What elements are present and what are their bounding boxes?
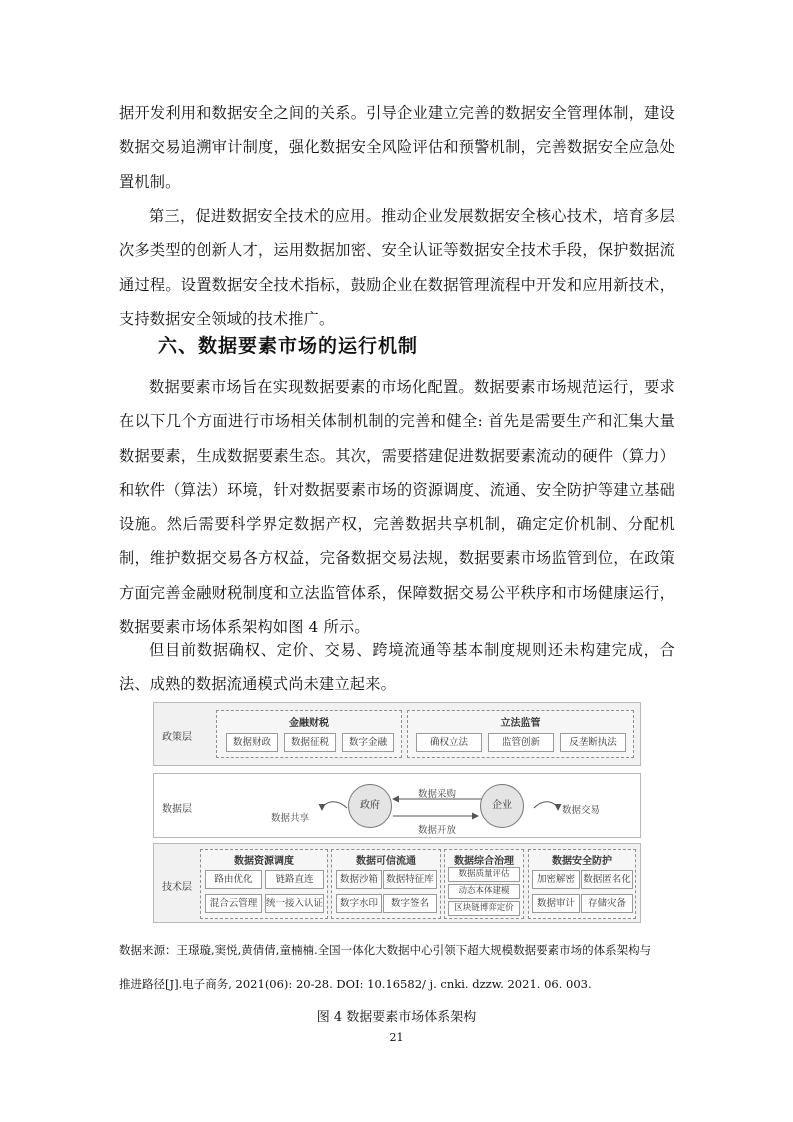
comprehensive-governance-group — [444, 849, 524, 919]
finance-item-3: 数字金融 — [342, 733, 394, 752]
comprehensive-governance-title: 数据综合治理 — [454, 856, 514, 867]
scheduling-item-3: 混合云管理 — [205, 894, 262, 913]
market-architecture-diagram — [153, 702, 641, 922]
security-item-1: 加密解密 — [532, 870, 580, 889]
governance-item-3: 区块链博弈定价 — [448, 901, 520, 916]
security-item-4: 存储灾备 — [581, 894, 633, 913]
trusted-circulation-title: 数据可信流通 — [356, 856, 416, 867]
paragraph-data-security-management: 据开发利用和数据安全之间的关系。引导企业建立完善的数据安全管理体制，建设数据交易追溯审计制度，强化数据安全风险评估和预警机制，完善数据安全应急处置机制。 — [119, 104, 675, 191]
trading-arrow — [534, 802, 558, 810]
finance-item-1: 数据财政 — [226, 733, 278, 752]
figure-caption: 图 4 数据要素市场体系架构 — [316, 1010, 477, 1025]
enterprise-node: 企业 — [480, 784, 524, 828]
scheduling-item-2: 链路直连 — [265, 870, 324, 889]
page-number: 21 — [389, 1031, 404, 1044]
legislation-group — [407, 710, 634, 758]
trusted-item-1: 数据沙箱 — [336, 870, 382, 889]
finance-tax-title: 金融财税 — [289, 718, 329, 729]
governance-item-1: 数据质量评估 — [448, 867, 520, 882]
trusted-item-4: 数字签名 — [383, 894, 437, 913]
security-protection-title: 数据安全防护 — [552, 856, 612, 867]
paragraph-current-status: 但目前数据确权、定价、交易、跨境流通等基本制度规则还未构建完成，合法、成熟的数据流通模式尚未建立起来。 — [119, 641, 675, 694]
security-item-2: 数据匿名化 — [581, 870, 633, 889]
trusted-item-3: 数字水印 — [336, 894, 382, 913]
scheduling-item-1: 路由优化 — [205, 870, 262, 889]
data-layer — [153, 773, 641, 838]
figure-source-line-1: 数据来源：王璟璇,窦悦,黄倩倩,童楠楠.全国一体化大数据中心引领下超大规模数据要素市场的体系架构与 — [119, 943, 652, 957]
sharing-arrow — [322, 802, 347, 810]
legislation-item-3: 反垄断执法 — [560, 733, 626, 752]
paragraph-market-mechanism: 数据要素市场旨在实现数据要素的市场化配置。数据要素市场规范运行，要求在以下几个方面进行市场相关体制机制的完善和健全: 首先是需要生产和汇集大量数据要素，生成数据要素生态。其次，需要搭建促进数据要素流动的硬件（算力）和软件（算法）环境，针对数据要素市场的资源调度、流通、安全防护等建立基础设施。然后需要科学界定数据产权，完善数据共享机制，确定定价机制、分配机制，维护数据交易各方权益，完备数据交易法规，数据要素市场监管到位，在政策方面完善金融财税制度和立法监管体系，保障数据交易公平秩序和市场健康运行，数据要素市场体系架构如图 4 所示。 — [119, 378, 675, 637]
section-heading: 六、数据要素市场的运行机制 — [158, 335, 419, 357]
resource-scheduling-group — [200, 849, 328, 919]
policy-layer — [153, 702, 641, 766]
legislation-item-2: 监管创新 — [488, 733, 554, 752]
government-node: 政府 — [348, 784, 392, 828]
policy-layer-label: 政策层 — [162, 732, 192, 743]
data-trading-label: 数据交易 — [562, 805, 601, 816]
data-procurement-label: 数据采购 — [418, 789, 457, 800]
security-protection-group — [528, 849, 636, 919]
tech-layer-label: 技术层 — [162, 882, 192, 893]
resource-scheduling-title: 数据资源调度 — [234, 856, 294, 867]
legislation-item-1: 确权立法 — [416, 733, 482, 752]
technology-layer — [153, 843, 641, 923]
trusted-circulation-group — [331, 849, 441, 919]
data-sharing-label: 数据共享 — [271, 813, 310, 824]
trusted-item-2: 数据特征库 — [383, 870, 437, 889]
scheduling-item-4: 统一接入认证 — [265, 894, 324, 913]
paragraph-security-technology: 第三，促进数据安全技术的应用。推动企业发展数据安全核心技术，培育多层次多类型的创新人才，运用数据加密、安全认证等数据安全技术手段，保护数据流通过程。设置数据安全技术指标，鼓励企业在数据管理流程中开发和应用新技术，支持数据安全领域的技术推广。 — [119, 207, 675, 328]
security-item-3: 数据审计 — [532, 894, 580, 913]
data-layer-label: 数据层 — [162, 804, 192, 815]
governance-item-2: 动态本体建模 — [448, 884, 520, 899]
data-opening-label: 数据开放 — [418, 825, 457, 836]
finance-tax-group — [216, 710, 402, 758]
legislation-title: 立法监管 — [500, 718, 541, 729]
finance-item-2: 数据征税 — [284, 733, 336, 752]
figure-source-line-2: 推进路径[J].电子商务, 2021(06): 20-28. DOI: 10.16582/ j. cnki. dzzw. 2021. 06. 003. — [119, 977, 592, 991]
